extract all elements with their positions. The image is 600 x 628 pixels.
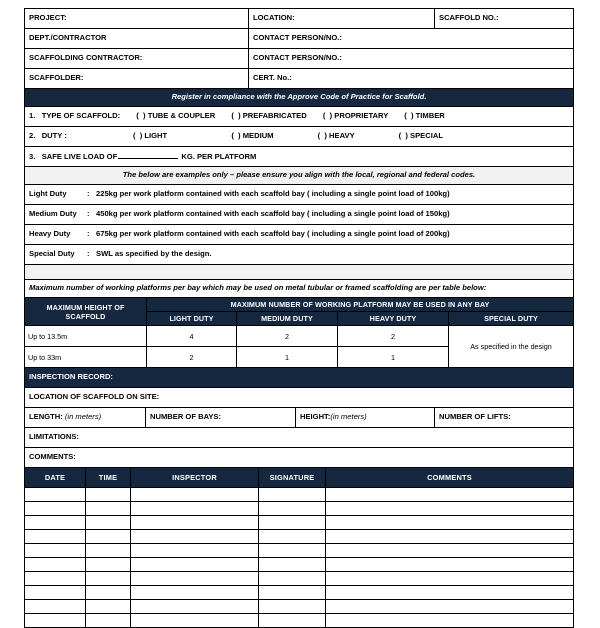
table-row — [25, 586, 574, 600]
examples-note: The below are examples only – please ensure you align with the local, regional and federal codes. — [25, 167, 574, 185]
table-row — [25, 572, 574, 586]
table-row — [25, 530, 574, 544]
log-cell[interactable] — [25, 586, 86, 600]
log-cell[interactable] — [86, 544, 131, 558]
log-cell[interactable] — [25, 516, 86, 530]
field-dept-contractor[interactable]: DEPT./CONTRACTOR — [25, 29, 249, 49]
table-row — [25, 614, 574, 628]
table-row — [25, 448, 574, 468]
log-cell[interactable] — [326, 614, 574, 628]
inspection-record-title: INSPECTION RECORD: — [25, 368, 574, 388]
length-label: LENGTH: — [29, 412, 63, 422]
q2-option-0: LIGHT — [144, 131, 168, 141]
duty-special — [25, 245, 574, 265]
checkbox-proprietary[interactable]: ( ) — [322, 111, 333, 121]
table-row — [25, 265, 574, 280]
log-cell[interactable] — [259, 516, 326, 530]
log-cell[interactable] — [326, 572, 574, 586]
field-scaffold-no[interactable]: SCAFFOLD NO.: — [435, 9, 574, 29]
matrix-row0-light: 4 — [147, 326, 237, 347]
log-cell[interactable] — [131, 530, 259, 544]
height-hint: (in meters) — [330, 412, 367, 422]
log-cell[interactable] — [131, 516, 259, 530]
log-cell[interactable] — [326, 544, 574, 558]
duty-light — [25, 185, 574, 205]
table-row — [25, 127, 574, 147]
duty-special-label: Special Duty — [29, 249, 75, 259]
log-header-inspector: INSPECTOR — [131, 468, 259, 488]
log-cell[interactable] — [259, 558, 326, 572]
matrix-row0-height: Up to 13.5m — [25, 326, 147, 347]
log-cell[interactable] — [259, 600, 326, 614]
table-row — [25, 89, 574, 107]
table-row — [25, 185, 574, 205]
field-contact-person-2[interactable]: CONTACT PERSON/NO.: — [249, 49, 574, 69]
checkbox-duty-medium[interactable]: ( ) — [231, 131, 241, 141]
height-label: HEIGHT: — [300, 412, 331, 422]
table-row — [25, 488, 574, 502]
log-cell[interactable] — [25, 544, 86, 558]
log-cell[interactable] — [25, 530, 86, 544]
table-row — [25, 408, 574, 428]
table-row — [25, 298, 574, 312]
matrix-subheader-light: LIGHT DUTY — [147, 312, 237, 326]
duty-medium-label: Medium Duty — [29, 209, 77, 219]
field-limitations[interactable]: LIMITATIONS: — [25, 428, 574, 448]
log-cell[interactable] — [86, 586, 131, 600]
log-cell[interactable] — [259, 544, 326, 558]
duty-medium-text: 450kg per work platform contained with each scaffold bay ( including a single point load of 150kg) — [96, 209, 450, 219]
q1-number: 1. — [29, 111, 36, 121]
log-cell[interactable] — [259, 586, 326, 600]
q1-option-1: PREFABRICATED — [242, 111, 307, 121]
q3-label-after: KG. PER PLATFORM — [181, 152, 257, 162]
table-row — [25, 544, 574, 558]
checkbox-timber[interactable]: ( ) — [404, 111, 414, 121]
log-body — [25, 488, 574, 628]
table-row — [25, 600, 574, 614]
field-length[interactable] — [25, 408, 146, 428]
q1-option-3: TIMBER — [415, 111, 445, 121]
table-row — [25, 9, 574, 29]
log-cell[interactable] — [131, 558, 259, 572]
log-cell[interactable] — [131, 614, 259, 628]
platform-table-intro: Maximum number of working platforms per bay which may be used on metal tubular or framed scaffolding are per table below: — [25, 280, 574, 298]
log-cell[interactable] — [131, 572, 259, 586]
field-scaffolding-contractor[interactable]: SCAFFOLDING CONTRACTOR: — [25, 49, 249, 69]
table-row — [25, 167, 574, 185]
matrix-row1-height: Up to 33m — [25, 347, 147, 368]
compliance-banner: Register in compliance with the Approve Code of Practice for Scaffold. — [25, 89, 574, 107]
log-cell[interactable] — [131, 544, 259, 558]
matrix-span-header: MAXIMUM NUMBER OF WORKING PLATFORM MAY BE USED IN ANY BAY — [147, 298, 574, 312]
log-cell[interactable] — [131, 502, 259, 516]
log-cell[interactable] — [259, 488, 326, 502]
duty-special-colon: : — [87, 249, 90, 259]
duty-medium-colon: : — [87, 209, 90, 219]
duty-special-text: SWL as specified by the design. — [96, 249, 212, 259]
q2-option-1: MEDIUM — [242, 131, 274, 141]
q2-label: DUTY : — [41, 131, 67, 141]
checkbox-duty-light[interactable]: ( ) — [133, 131, 143, 141]
log-cell[interactable] — [86, 516, 131, 530]
question-safe-live-load — [25, 147, 574, 167]
log-header-signature: SIGNATURE — [259, 468, 326, 488]
duty-light-text: 225kg per work platform contained with each scaffold bay ( including a single point load of 100kg) — [96, 189, 450, 199]
log-header-time: TIME — [86, 468, 131, 488]
safe-live-load-input[interactable] — [118, 151, 178, 159]
length-hint: (in meters) — [64, 412, 102, 422]
duty-definitions-table — [24, 184, 574, 298]
field-contact-person-1[interactable]: CONTACT PERSON/NO.: — [249, 29, 574, 49]
matrix-row0-heavy: 2 — [338, 326, 449, 347]
log-cell[interactable] — [326, 488, 574, 502]
spacer-row — [25, 265, 574, 280]
matrix-row0-medium: 2 — [237, 326, 338, 347]
checkbox-duty-heavy[interactable]: ( ) — [317, 131, 327, 141]
checkbox-prefabricated[interactable]: ( ) — [231, 111, 241, 121]
platform-matrix-table — [24, 297, 574, 368]
log-cell[interactable] — [131, 586, 259, 600]
inspection-log-table — [24, 467, 574, 628]
table-row — [25, 205, 574, 225]
question-duty — [25, 127, 574, 147]
table-row — [25, 147, 574, 167]
duty-heavy — [25, 225, 574, 245]
log-cell[interactable] — [86, 558, 131, 572]
matrix-row1-medium: 1 — [237, 347, 338, 368]
checkbox-duty-special[interactable]: ( ) — [398, 131, 408, 141]
duty-light-colon: : — [87, 189, 90, 199]
field-cert-no[interactable]: CERT. No.: — [249, 69, 574, 89]
log-cell[interactable] — [25, 488, 86, 502]
table-row — [25, 326, 574, 347]
matrix-col1-header: MAXIMUM HEIGHT OF SCAFFOLD — [25, 298, 147, 326]
log-cell[interactable] — [259, 572, 326, 586]
q2-option-2: HEAVY — [329, 131, 355, 141]
field-project[interactable]: PROJECT: — [25, 9, 249, 29]
table-row — [25, 107, 574, 127]
log-cell[interactable] — [25, 600, 86, 614]
log-cell[interactable] — [86, 502, 131, 516]
log-cell[interactable] — [25, 502, 86, 516]
log-cell[interactable] — [86, 488, 131, 502]
table-row — [25, 225, 574, 245]
field-location-on-site[interactable]: LOCATION OF SCAFFOLD ON SITE: — [25, 388, 574, 408]
q2-option-3: SPECIAL — [410, 131, 443, 141]
duty-heavy-text: 675kg per work platform contained with each scaffold bay ( including a single point load of 200kg) — [96, 229, 450, 239]
log-cell[interactable] — [326, 600, 574, 614]
table-row — [25, 502, 574, 516]
log-header-comments: COMMENTS — [326, 468, 574, 488]
table-row — [25, 280, 574, 298]
table-row — [25, 245, 574, 265]
q2-number: 2. — [29, 131, 36, 141]
table-row — [25, 558, 574, 572]
log-cell[interactable] — [259, 530, 326, 544]
log-header-row — [25, 468, 574, 488]
log-cell[interactable] — [259, 502, 326, 516]
duty-heavy-colon: : — [87, 229, 90, 239]
log-cell[interactable] — [25, 572, 86, 586]
matrix-row1-light: 2 — [147, 347, 237, 368]
field-number-of-lifts[interactable]: NUMBER OF LIFTS: — [435, 408, 574, 428]
q1-label: TYPE OF SCAFFOLD: — [41, 111, 121, 121]
duty-medium — [25, 205, 574, 225]
field-comments[interactable]: COMMENTS: — [25, 448, 574, 468]
field-location[interactable]: LOCATION: — [249, 9, 435, 29]
log-header-date: DATE — [25, 468, 86, 488]
matrix-subheader-special: SPECIAL DUTY — [449, 312, 574, 326]
log-cell[interactable] — [86, 614, 131, 628]
log-cell[interactable] — [326, 558, 574, 572]
log-cell[interactable] — [86, 572, 131, 586]
field-number-of-bays[interactable]: NUMBER OF BAYS: — [146, 408, 296, 428]
q1-option-2: PROPRIETARY — [334, 111, 389, 121]
log-cell[interactable] — [86, 530, 131, 544]
matrix-row1-heavy: 1 — [338, 347, 449, 368]
q1-option-0: TUBE & COUPLER — [147, 111, 216, 121]
table-row — [25, 388, 574, 408]
log-cell[interactable] — [326, 530, 574, 544]
table-row — [25, 49, 574, 69]
field-scaffolder[interactable]: SCAFFOLDER: — [25, 69, 249, 89]
duty-light-label: Light Duty — [29, 189, 67, 199]
question-type-of-scaffold — [25, 107, 574, 127]
log-cell[interactable] — [86, 600, 131, 614]
log-cell[interactable] — [25, 558, 86, 572]
q3-number: 3. — [29, 152, 36, 162]
scaffold-questions-table — [24, 106, 574, 185]
log-cell[interactable] — [131, 600, 259, 614]
duty-heavy-label: Heavy Duty — [29, 229, 71, 239]
matrix-subheader-heavy: HEAVY DUTY — [338, 312, 449, 326]
table-row — [25, 29, 574, 49]
log-cell[interactable] — [326, 586, 574, 600]
log-cell[interactable] — [131, 488, 259, 502]
checkbox-tube-coupler[interactable]: ( ) — [136, 111, 146, 121]
inspection-record-table — [24, 367, 574, 468]
log-cell[interactable] — [25, 614, 86, 628]
q3-label-before: SAFE LIVE LOAD OF — [41, 152, 118, 162]
table-row — [25, 428, 574, 448]
matrix-special-note: As specified in the design — [449, 326, 574, 368]
field-height[interactable] — [296, 408, 435, 428]
log-cell[interactable] — [326, 516, 574, 530]
log-cell[interactable] — [259, 614, 326, 628]
table-row — [25, 69, 574, 89]
table-row — [25, 368, 574, 388]
matrix-subheader-medium: MEDIUM DUTY — [237, 312, 338, 326]
log-cell[interactable] — [326, 502, 574, 516]
table-row — [25, 516, 574, 530]
header-fields-table — [24, 8, 574, 107]
